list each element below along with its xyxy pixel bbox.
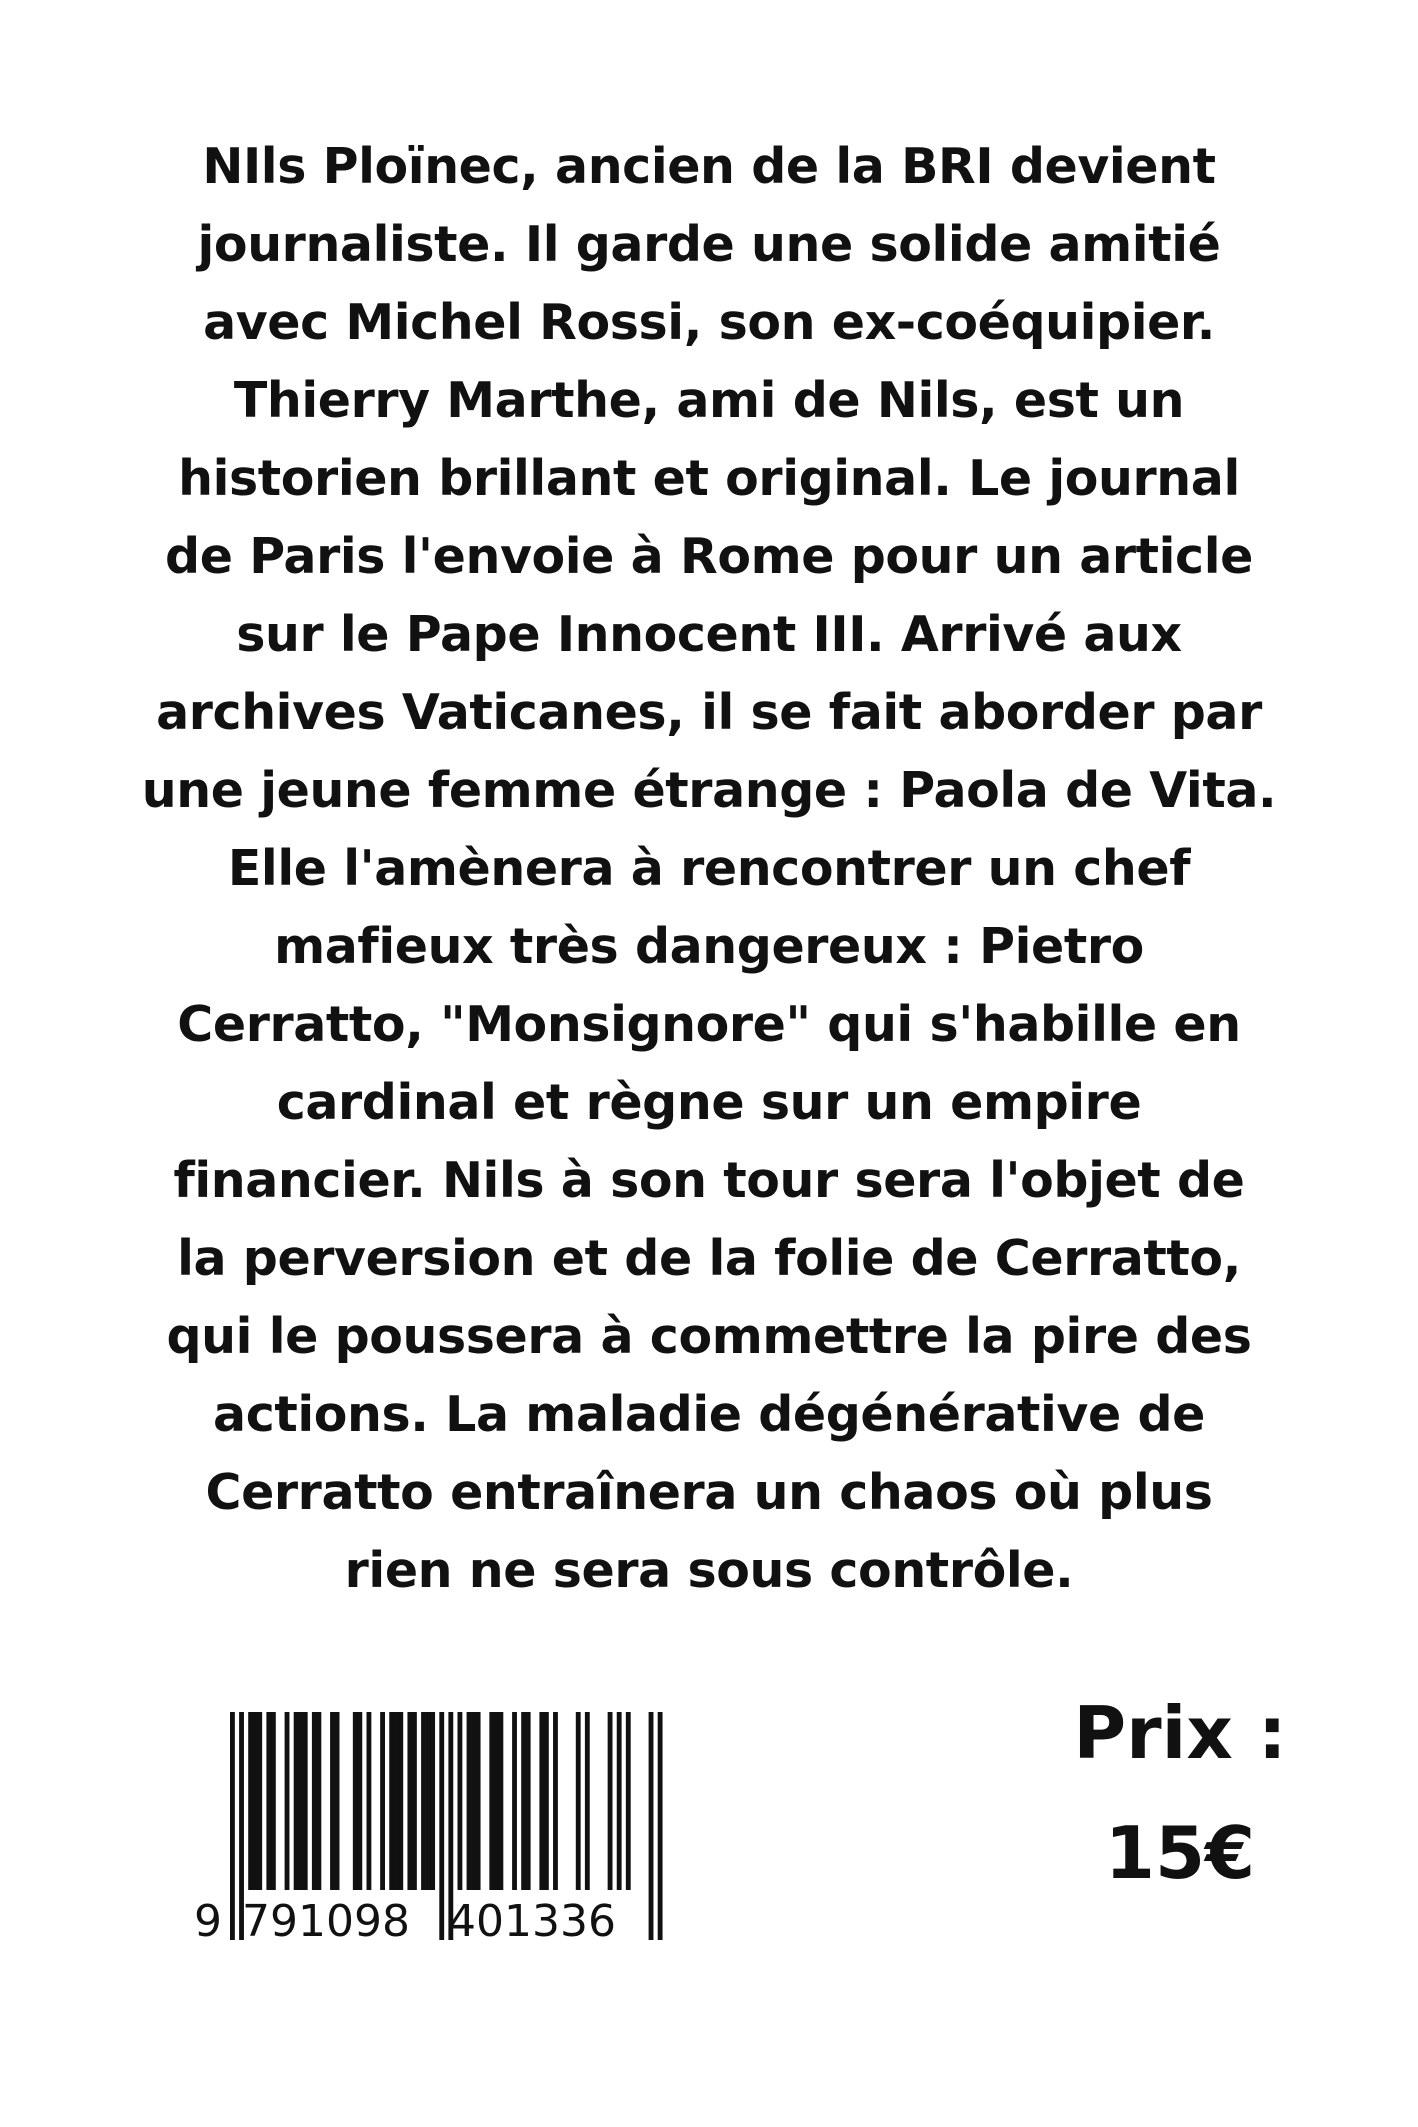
- price-value: 15€: [1104, 1811, 1256, 1895]
- blurb-line: rien ne sera sous contrôle.: [344, 1542, 1074, 1599]
- barcode-bar: [330, 1712, 335, 1890]
- barcode-bar: [553, 1712, 558, 1890]
- barcode-bar: [439, 1712, 444, 1940]
- barcode-bar: [248, 1712, 253, 1890]
- barcode-bar: [539, 1712, 544, 1890]
- blurb-line: historien brillant et original. Le journal: [178, 450, 1240, 507]
- barcode-bar: [626, 1712, 631, 1890]
- back-cover-blurb: [110, 128, 1308, 1610]
- barcode-bar: [458, 1712, 463, 1890]
- isbn-barcode: [186, 1712, 686, 1950]
- blurb-line: Cerratto, "Monsignore" qui s'habille en: [177, 996, 1241, 1053]
- barcode-bar: [617, 1712, 622, 1890]
- barcode-bar: [357, 1712, 362, 1890]
- blurb-line: actions. La maladie dégénérative de: [213, 1386, 1205, 1443]
- barcode-bar: [394, 1712, 399, 1890]
- barcode-bar: [230, 1712, 235, 1940]
- barcode-bar: [608, 1712, 613, 1890]
- barcode-bar: [476, 1712, 481, 1890]
- blurb-line: archives Vaticanes, il se fait aborder par: [156, 684, 1262, 741]
- price-label: Prix :: [1073, 1691, 1287, 1775]
- barcode-bar: [494, 1712, 499, 1890]
- barcode-bar: [421, 1712, 426, 1890]
- barcode-bar: [367, 1712, 372, 1890]
- barcode-bar: [526, 1712, 531, 1890]
- barcode-bar: [407, 1712, 412, 1890]
- barcode-bar: [389, 1712, 394, 1890]
- barcode-bar: [266, 1712, 271, 1890]
- barcode-prefix-digit: 9: [194, 1896, 222, 1947]
- blurb-line: qui le poussera à commettre la pire des: [166, 1308, 1252, 1365]
- blurb-line: sur le Pape Innocent III. Arrivé aux: [236, 606, 1182, 663]
- blurb-line: de Paris l'envoie à Rome pour un article: [165, 528, 1253, 585]
- barcode-bar: [426, 1712, 431, 1890]
- barcode-bar: [257, 1712, 262, 1890]
- blurb-line: Thierry Marthe, ami de Nils, est un: [233, 372, 1185, 429]
- barcode-bar: [658, 1712, 663, 1940]
- barcode-bar: [430, 1712, 435, 1890]
- blurb-line: la perversion et de la folie de Cerratto,: [177, 1230, 1241, 1287]
- barcode-bar: [489, 1712, 494, 1890]
- blurb-line: mafieux très dangereux : Pietro: [274, 918, 1144, 975]
- barcode-bar: [585, 1712, 590, 1890]
- barcode-bar: [294, 1712, 299, 1890]
- barcode-bar: [271, 1712, 276, 1890]
- barcode-bar: [285, 1712, 290, 1890]
- barcode-bar: [412, 1712, 417, 1890]
- barcode-bar: [649, 1712, 654, 1940]
- blurb-line: Elle l'amènera à rencontrer un chef: [227, 840, 1191, 897]
- barcode-bar: [398, 1712, 403, 1890]
- barcode-right-digits: 401336: [448, 1896, 616, 1947]
- blurb-line: une jeune femme étrange : Paola de Vita.: [141, 762, 1277, 819]
- barcode-bar: [316, 1712, 321, 1890]
- barcode-bar: [467, 1712, 472, 1890]
- barcode-bar: [512, 1712, 517, 1890]
- barcode-bar: [380, 1712, 385, 1890]
- barcode-bar: [298, 1712, 303, 1890]
- blurb-line: journaliste. Il garde une solide amitié: [197, 216, 1221, 273]
- barcode-bar: [312, 1712, 317, 1890]
- barcode-bar: [498, 1712, 503, 1890]
- barcode-bar: [576, 1712, 581, 1890]
- blurb-line: Cerratto entraînera un chaos où plus: [205, 1464, 1213, 1521]
- blurb-line: financier. Nils à son tour sera l'objet de: [173, 1152, 1245, 1209]
- blurb-line: avec Michel Rossi, son ex-coéquipier.: [203, 294, 1215, 351]
- barcode-bar: [471, 1712, 476, 1890]
- barcode-left-digits: 791098: [242, 1896, 410, 1947]
- barcode-bar: [353, 1712, 358, 1890]
- barcode-bar: [253, 1712, 258, 1890]
- barcode-bar: [544, 1712, 549, 1890]
- barcode-bar: [303, 1712, 308, 1890]
- blurb-line: NIls Ploïnec, ancien de la BRI devient: [202, 138, 1216, 195]
- barcode-bar: [521, 1712, 526, 1890]
- barcode-bar: [335, 1712, 340, 1890]
- blurb-line: cardinal et règne sur un empire: [276, 1074, 1142, 1131]
